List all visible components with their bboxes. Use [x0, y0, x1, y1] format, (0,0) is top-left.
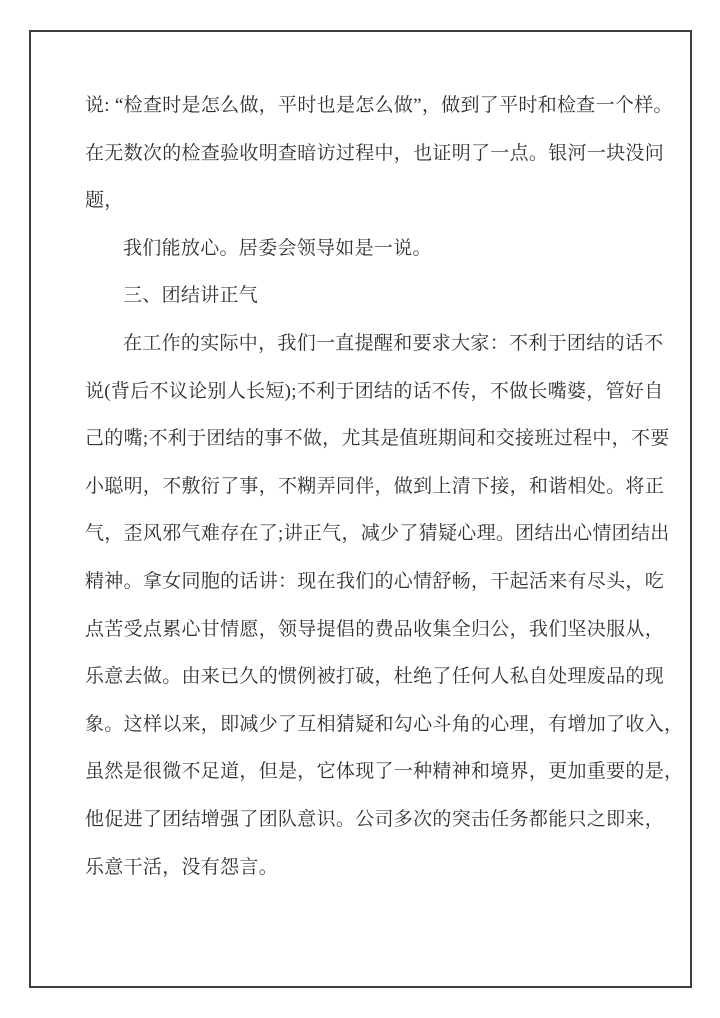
text-line: 说(背后不议论别人长短);不利于团结的话不传，不做长嘴婆，管好自 [85, 380, 664, 402]
text-line: 他促进了团结增强了团队意识。公司多次的突击任务都能只之即来， [85, 808, 665, 830]
text-line: 在无数次的检查验收明查暗访过程中，也证明了一点。银河一块没问 [85, 142, 665, 164]
text-line: 我们能放心。居委会领导如是一说。 [123, 237, 432, 259]
text-line: 象。这样以来，即减少了互相猜疑和勾心斗角的心理，有增加了收入， [85, 713, 684, 735]
page-border [29, 30, 692, 988]
text-line: 气，歪风邪气难存在了;讲正气，减少了猜疑心理。团结出心情团结出 [85, 523, 670, 545]
text-line: 在工作的实际中，我们一直提醒和要求大家：不利于团结的话不 [123, 332, 664, 354]
text-line: 小聪明，不敷衍了事，不糊弄同伴，做到上清下接，和谐相处。将正 [85, 475, 665, 497]
text-line: 题， [85, 190, 124, 212]
text-line: 乐意干活，没有怨言。 [85, 856, 279, 878]
text-line: 精神。拿女同胞的话讲：现在我们的心情舒畅，干起活来有尽头，吃 [85, 570, 665, 592]
text-line: 说: “检查时是怎么做，平时也是怎么做”，做到了平时和检查一个样。 [85, 95, 673, 116]
text-line: 乐意去做。由来已久的惯例被打破，杜绝了任何人私自处理废品的现 [85, 666, 665, 688]
text-line: 点苦受点累心甘情愿，领导提倡的费品收集全归公，我们坚决服从， [85, 618, 665, 640]
text-line: 三、团结讲正气 [123, 285, 259, 307]
page-content [85, 82, 684, 986]
text-line: 虽然是很微不足道，但是，它体现了一种精神和境界，更加重要的是， [85, 761, 684, 783]
text-line: 己的嘴;不利于团结的事不做，尤其是值班期间和交接班过程中，不要 [85, 428, 670, 450]
